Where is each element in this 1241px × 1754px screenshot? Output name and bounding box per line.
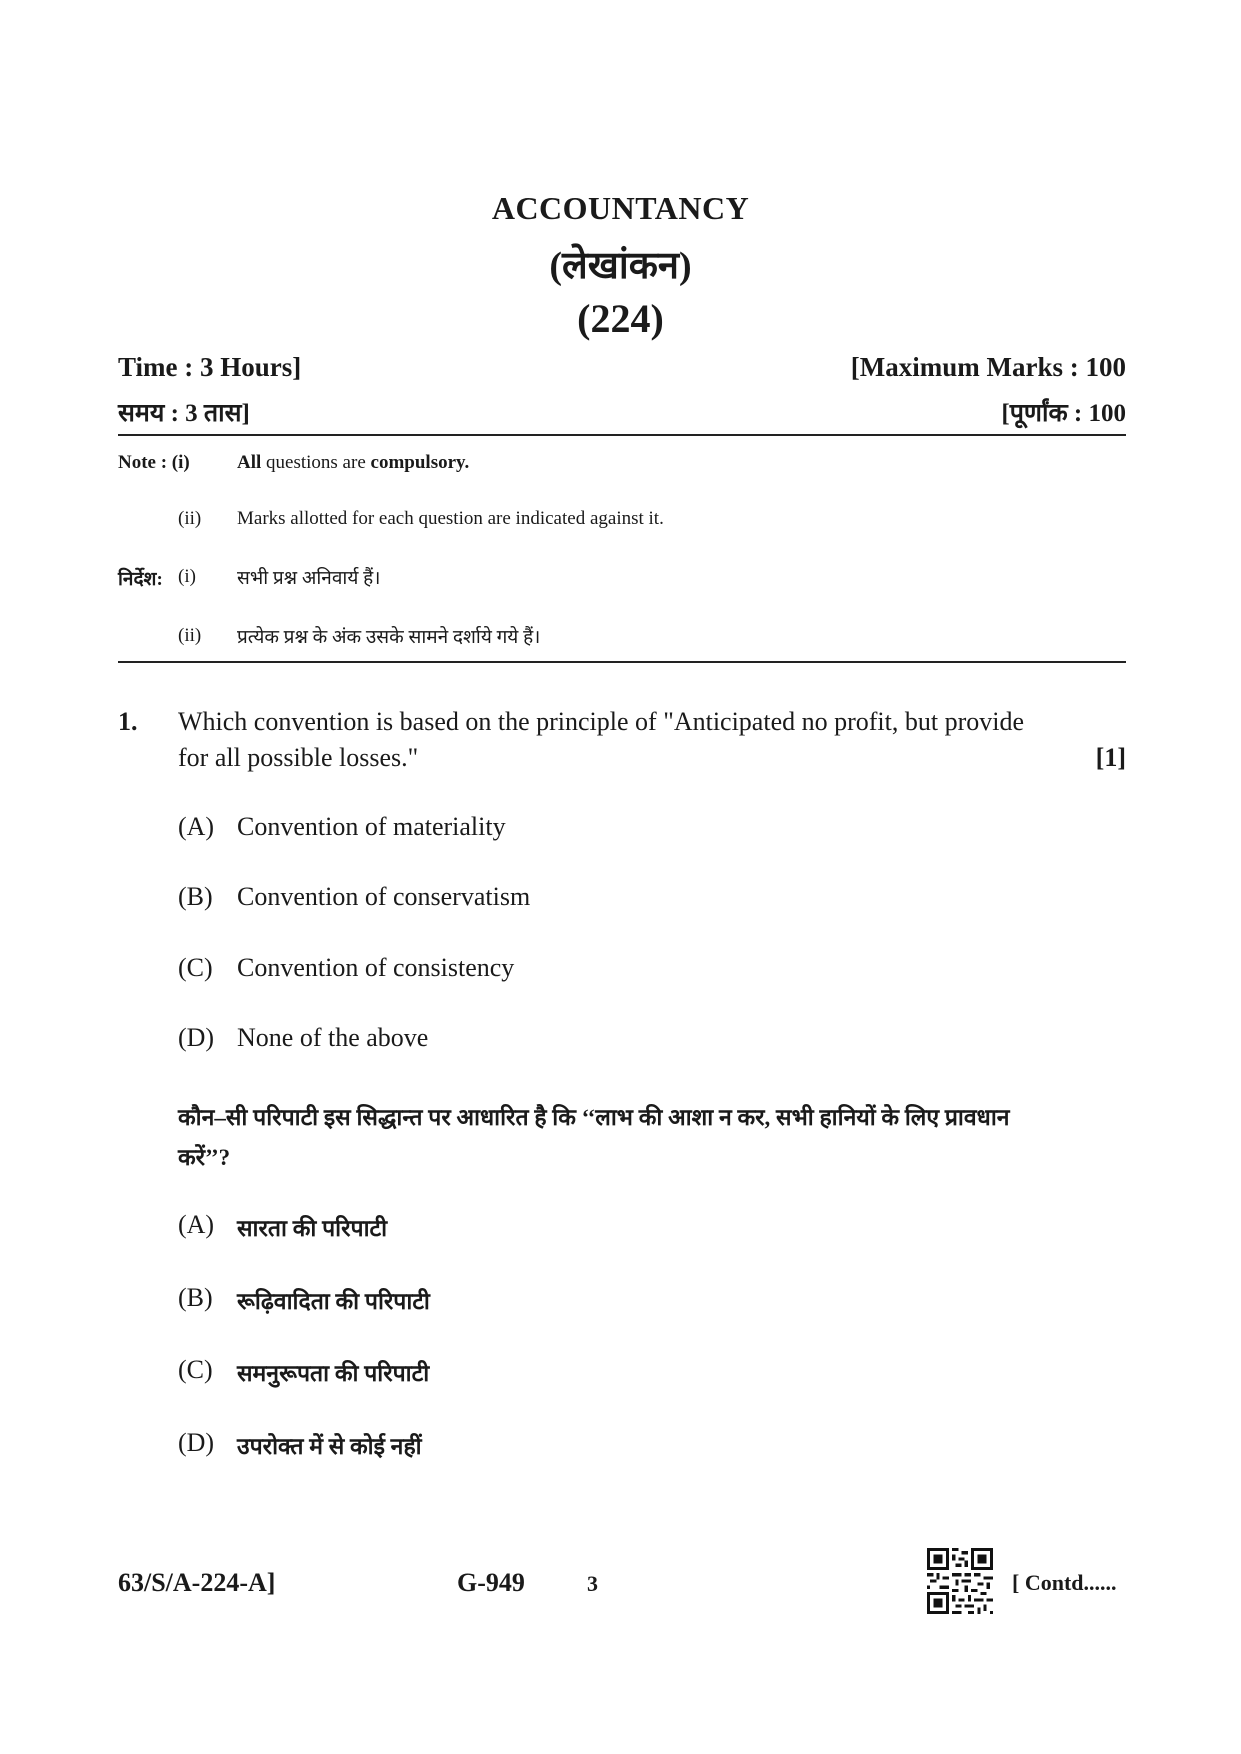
option-a (178, 812, 506, 842)
note-label (118, 452, 190, 474)
hindi-option-a (178, 1210, 388, 1241)
contd-label: [ Contd...... (1012, 1570, 1117, 1595)
note-i-all: All (237, 452, 262, 473)
nirdesh-i: सभी प्रश्न अनिवार्य हैं। (237, 568, 381, 589)
qr-code-icon (927, 1548, 993, 1614)
option-label: (B) (178, 882, 213, 911)
option-text: None of the above (237, 1023, 429, 1052)
nirdesh-i-number: (i) (178, 566, 196, 587)
header-divider (118, 434, 1126, 436)
option-text: Convention of consistency (237, 953, 515, 982)
option-text: Convention of materiality (237, 812, 506, 841)
option-c (178, 953, 515, 983)
option-label: (D) (178, 1428, 215, 1457)
option-label: (A) (178, 1210, 215, 1239)
max-marks-label: [Maximum Marks : 100 (850, 352, 1126, 382)
hindi-option-c (178, 1355, 430, 1386)
paper-code: 63/S/A-224-A] (118, 1568, 276, 1597)
max-marks-label-hindi: [पूर्णांक : 100 (1001, 400, 1126, 427)
time-label: Time : 3 Hours] (118, 352, 302, 382)
question-number: 1. (118, 707, 138, 736)
nirdesh-label: निर्देश: (118, 569, 163, 590)
subject-title: ACCOUNTANCY (491, 190, 750, 226)
time-label-hindi: समय : 3 तास] (118, 400, 250, 427)
notes-divider (118, 661, 1126, 663)
option-text: Convention of conservatism (237, 882, 531, 911)
option-text: सारता की परिपाटी (237, 1216, 388, 1241)
note-ii: Marks allotted for each question are indicated against it. (237, 508, 664, 529)
question-text-hindi-line1: कौन–सी परिपाटी इस सिद्धान्त पर आधारित है कि ‘‘लाभ की आशा न कर, सभी हानियों के लिए प्रावधान (178, 1105, 1010, 1130)
option-text: उपरोक्त में से कोई नहीं (237, 1434, 422, 1459)
g-code: G-949 (457, 1568, 525, 1597)
nirdesh-ii: प्रत्येक प्रश्न के अंक उसके सामने दर्शाये गये हैं। (237, 627, 541, 648)
option-label: (A) (178, 812, 215, 841)
hindi-option-d (178, 1428, 422, 1459)
option-d (178, 1023, 429, 1053)
question-text-line2: for all possible losses." (178, 743, 419, 772)
question-text-hindi-line2: करें’’? (178, 1145, 231, 1170)
note-i (237, 452, 469, 474)
subject-title-hindi: (लेखांकन) (549, 245, 692, 287)
note-ii-number: (ii) (178, 508, 202, 529)
note-i-mid: questions are (261, 452, 371, 473)
option-b (178, 882, 531, 912)
option-label: (C) (178, 953, 213, 982)
option-text: समनुरूपता की परिपाटी (237, 1361, 430, 1386)
note-i-compulsory: compulsory. (370, 452, 470, 473)
note-label-text: Note : (i) (118, 452, 190, 473)
hindi-option-b (178, 1283, 430, 1314)
option-label: (B) (178, 1283, 213, 1312)
option-text: रूढ़िवादिता की परिपाटी (237, 1289, 430, 1314)
question-marks: [1] (1095, 743, 1126, 772)
subject-code: (224) (577, 296, 664, 341)
question-text-line1: Which convention is based on the principle of "Anticipated no profit, but provide (178, 707, 1025, 736)
option-label: (C) (178, 1355, 213, 1384)
page-number: 3 (587, 1571, 598, 1596)
option-label: (D) (178, 1023, 215, 1052)
nirdesh-ii-number: (ii) (178, 625, 202, 646)
